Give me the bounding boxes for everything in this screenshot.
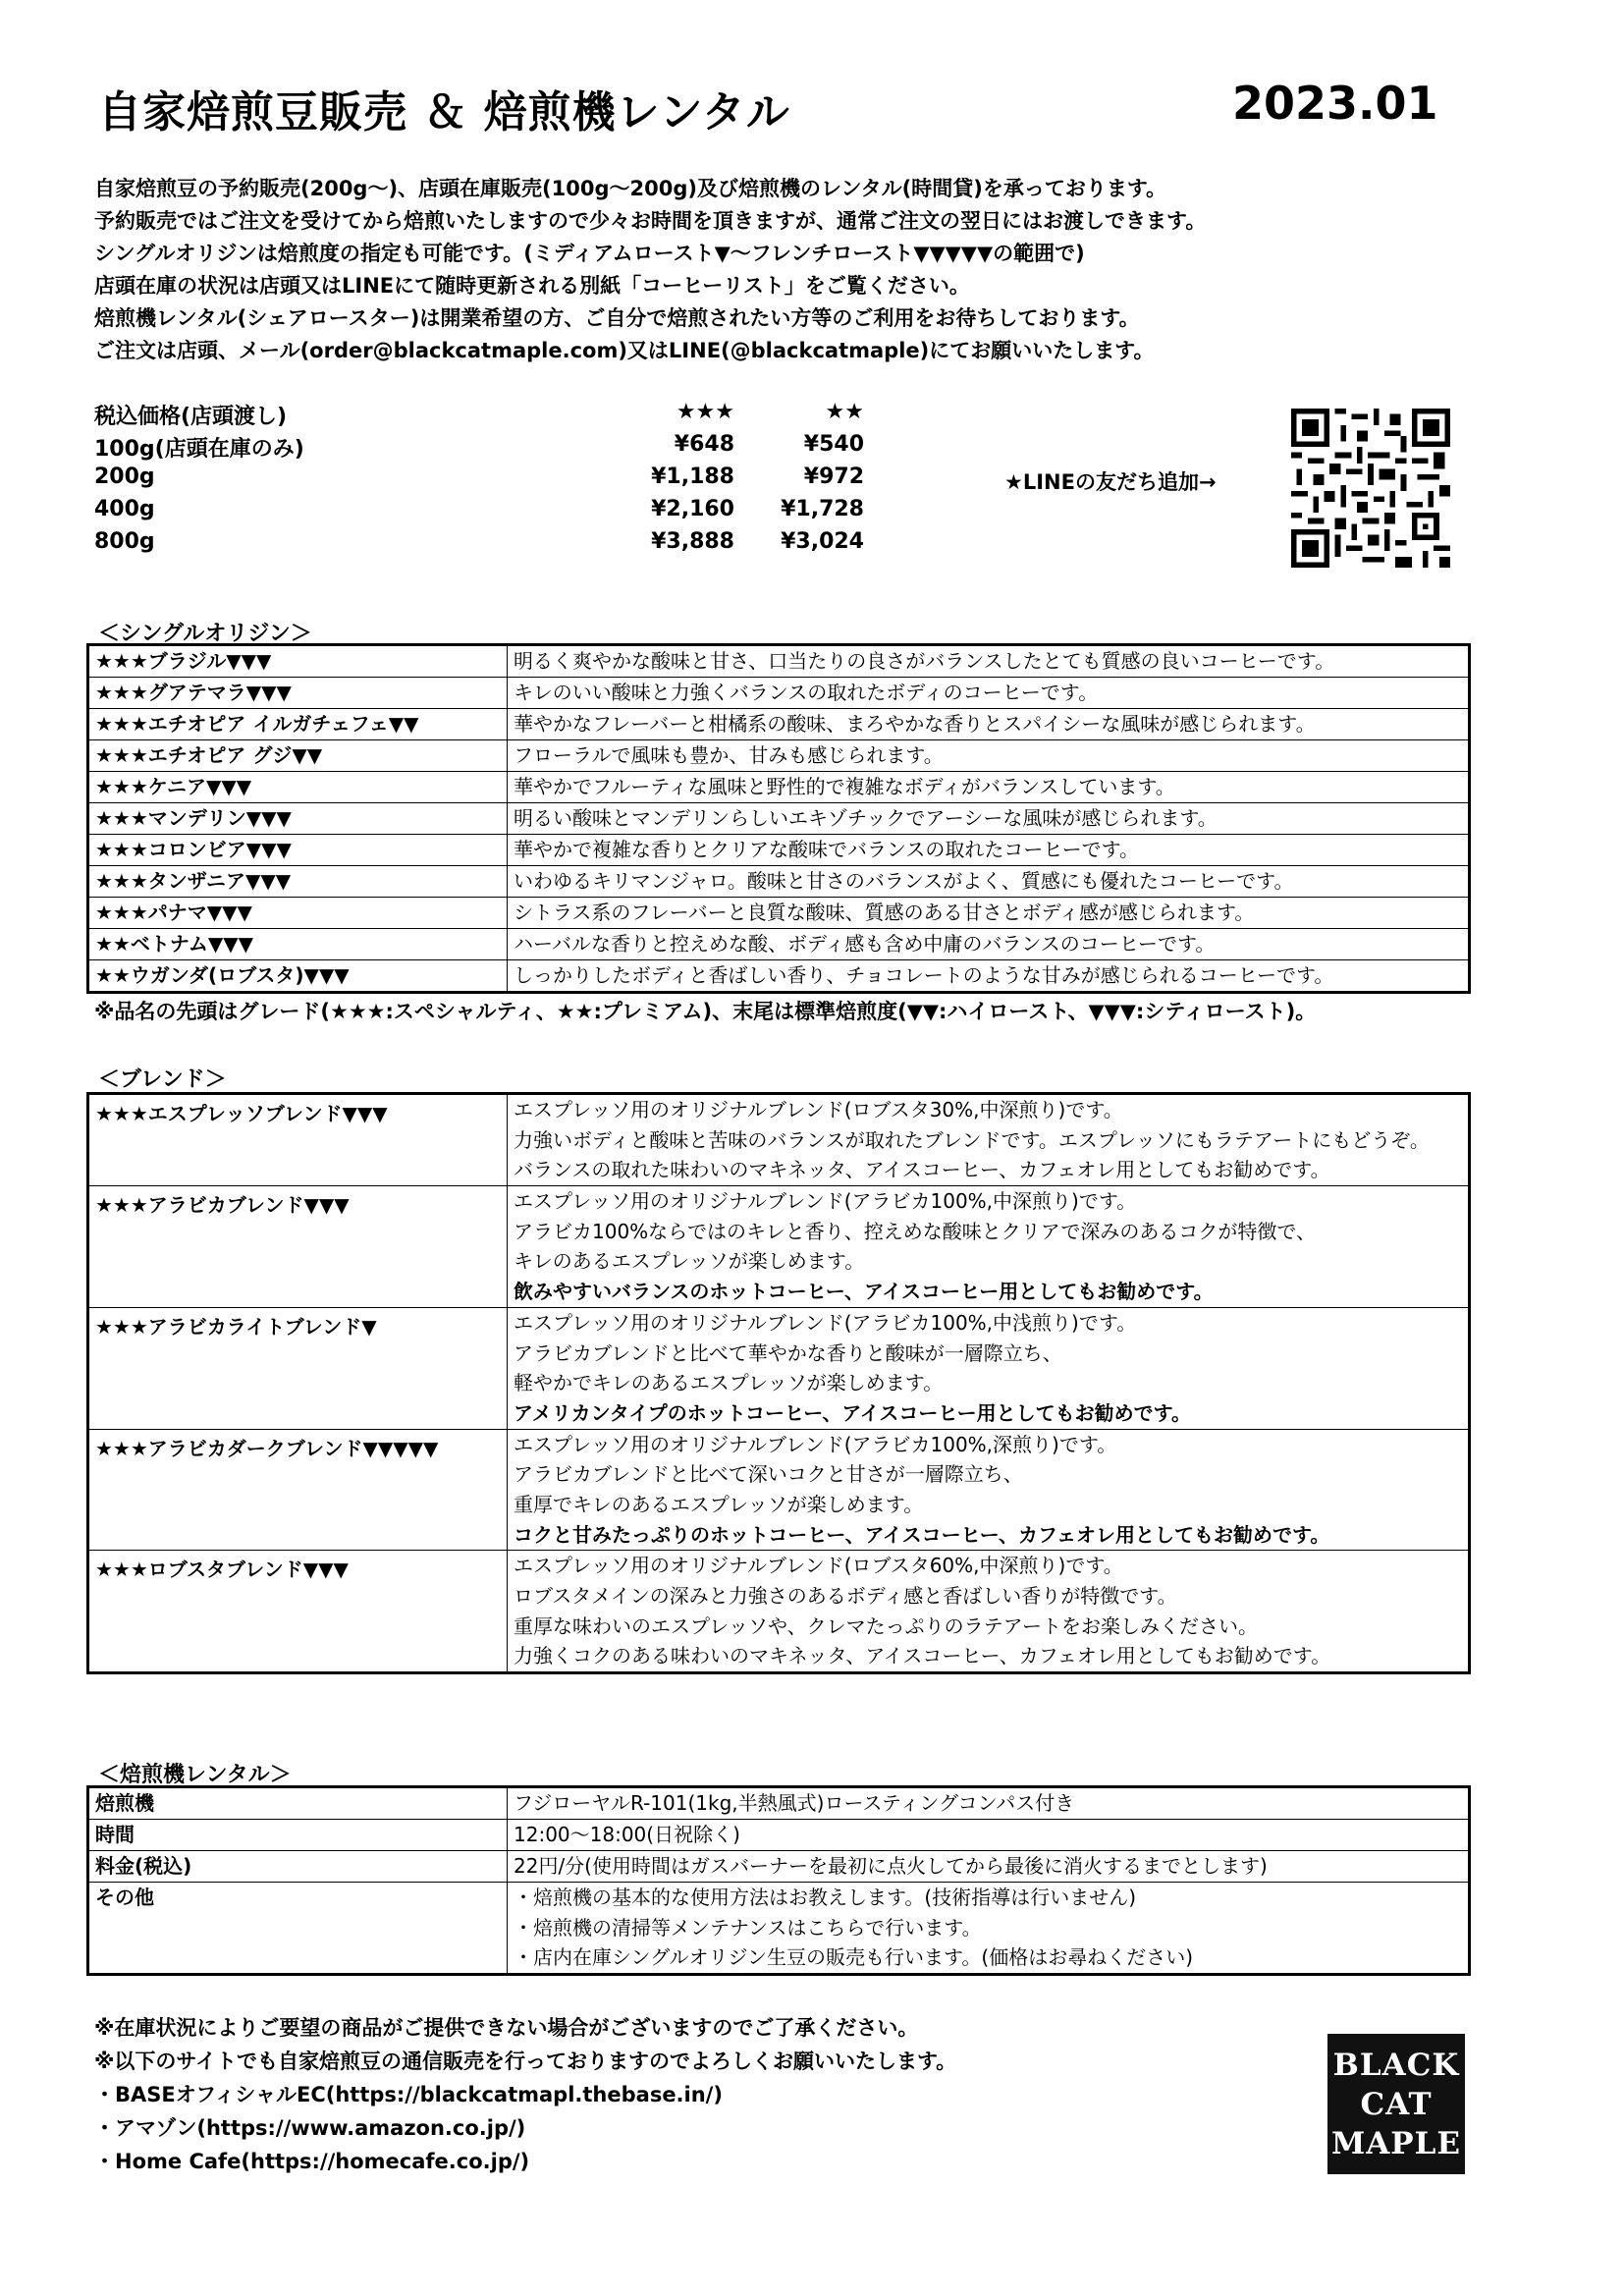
blend-name: ★★★エスプレッソブレンド▼▼▼ <box>88 1094 508 1186</box>
bean-name: ★★★パナマ▼▼▼ <box>88 898 508 929</box>
blend-desc-line: 力強いボディと酸味と苦味のバランスが取れたブレンドです。エスプレッソにもラテアートにもどうぞ。 <box>514 1127 1430 1152</box>
bean-name: ★★★エチオピア イルガチェフェ▼▼ <box>88 709 508 740</box>
table-row <box>88 929 1470 960</box>
rental-value: フジローヤルR-101(1kg,半熱風式)ロースティングコンパス付き <box>508 1787 1470 1820</box>
intro-text <box>94 173 1489 367</box>
line-add-friend-link[interactable]: ★LINEの友だち追加→ <box>1004 470 1217 494</box>
bean-description: 明るい酸味とマンデリンらしいエキゾチックでアーシーな風味が感じられます。 <box>508 803 1470 835</box>
table-row <box>88 1551 1470 1673</box>
rental-value <box>508 1883 1470 1975</box>
rental-table <box>86 1785 1471 1976</box>
blend-description <box>508 1094 1470 1186</box>
rental-value: 12:00～18:00(日祝除く) <box>508 1820 1470 1851</box>
intro-line: 自家焙煎豆の予約販売(200g～)、店頭在庫販売(100g～200g)及び焙煎機のレンタル(時間貸)を承っております。 <box>94 177 1167 200</box>
footer-link-amazon[interactable]: ・アマゾン(https://www.amazon.co.jp/) <box>94 2116 526 2140</box>
table-row <box>88 1094 1470 1186</box>
price-header-label: 税込価格(店頭渡し) <box>94 405 288 429</box>
logo-line: MAPLE <box>1330 2126 1462 2161</box>
rental-label: 時間 <box>88 1820 508 1851</box>
blend-desc-line: エスプレッソ用のオリジナルブレンド(アラビカ100%,中深煎り)です。 <box>514 1189 1137 1214</box>
rental-value: 22円/分(使用時間はガスバーナーを最初に点火してから最後に消火するまでとします) <box>508 1851 1470 1883</box>
footer-link-homecafe[interactable]: ・Home Cafe(https://homecafe.co.jp/) <box>94 2150 530 2173</box>
table-row <box>88 1820 1470 1851</box>
price-weight: 800g <box>94 529 155 554</box>
logo-line: CAT <box>1360 2087 1433 2122</box>
table-row <box>88 1186 1470 1308</box>
blend-desc-line: アラビカ100%ならではのキレと香り、控えめな酸味とクリアで深みのあるコクが特徴で、 <box>514 1219 1316 1243</box>
price-row <box>94 497 864 529</box>
blend-recommendation: 飲みやすいバランスのホットコーヒー、アイスコーヒー用としてもお勧めです。 <box>514 1280 1214 1304</box>
blend-description <box>508 1429 1470 1551</box>
bean-description: いわゆるキリマンジャロ。酸味と甘さのバランスがよく、質感にも優れたコーヒーです。 <box>508 866 1470 898</box>
table-row <box>88 803 1470 835</box>
bean-description: ハーバルな香りと控えめな酸、ボディ感も含め中庸のバランスのコーヒーです。 <box>508 929 1470 960</box>
table-row <box>88 678 1470 709</box>
rental-label: 料金(税込) <box>88 1851 508 1883</box>
rental-value-line: ・焙煎機の基本的な使用方法はお教えします。(技術指導は行いません) <box>514 1886 1137 1909</box>
table-row <box>88 1883 1470 1975</box>
single-origin-table <box>86 643 1471 994</box>
price-weight: 100g(店頭在庫のみ) <box>94 437 304 462</box>
blend-desc-line: エスプレッソ用のオリジナルブレンド(ロブスタ30%,中深煎り)です。 <box>514 1098 1123 1121</box>
bean-description: シトラス系のフレーバーと良質な酸味、質感のある甘さとボディ感が感じられます。 <box>508 898 1470 929</box>
rental-label: 焙煎機 <box>88 1787 508 1820</box>
intro-line: シングルオリジンは焙煎度の指定も可能です。(ミディアムロースト▼～フレンチロースト▼▼▼▼▼の範囲で) <box>94 242 1085 265</box>
price-grade3: ¥648 <box>674 432 734 457</box>
price-grade2: ¥972 <box>803 465 864 489</box>
price-row <box>94 529 864 562</box>
table-row <box>88 740 1470 772</box>
price-grade2: ¥3,024 <box>781 529 864 554</box>
price-header-row <box>94 400 864 432</box>
table-row <box>88 709 1470 740</box>
blend-table <box>86 1092 1471 1674</box>
blend-description <box>508 1186 1470 1308</box>
price-grade2: ¥1,728 <box>781 497 864 521</box>
bean-name: ★★★ケニア▼▼▼ <box>88 772 508 803</box>
table-row <box>88 772 1470 803</box>
footer-link-base[interactable]: ・BASEオフィシャルEC(https://blackcatmapl.thebase.in/) <box>94 2083 723 2106</box>
table-row <box>88 1429 1470 1551</box>
bean-description: 華やかで複雑な香りとクリアな酸味でバランスの取れたコーヒーです。 <box>508 835 1470 866</box>
table-row <box>88 960 1470 993</box>
bean-description: しっかりしたボディと香ばしい香り、チョコレートのような甘みが感じられるコーヒーです。 <box>508 960 1470 993</box>
blend-desc-line: 重厚でキレのあるエスプレッソが楽しめます。 <box>514 1492 924 1516</box>
footer-line: ※以下のサイトでも自家焙煎豆の通信販売を行っておりますのでよろしくお願いいたします。 <box>94 2050 957 2073</box>
blend-desc-line: 力強くコクのある味わいのマキネッタ、アイスコーヒー、カフェオレ用としてもお勧めです。 <box>514 1644 1331 1668</box>
bean-name: ★★★コロンビア▼▼▼ <box>88 835 508 866</box>
intro-line: 店頭在庫の状況は店頭又はLINEにて随時更新される別紙「コーヒーリスト」をご覧ください。 <box>94 274 970 298</box>
table-row <box>88 898 1470 929</box>
qr-code-icon[interactable] <box>1291 409 1450 568</box>
footer-notes <box>94 2011 956 2178</box>
blend-desc-line: バランスの取れた味わいのマキネッタ、アイスコーヒー、カフェオレ用としてもお勧めです。 <box>514 1158 1330 1182</box>
bean-name: ★★★エチオピア グジ▼▼ <box>88 740 508 772</box>
bean-name: ★★ベトナム▼▼▼ <box>88 929 508 960</box>
blend-desc-line: エスプレッソ用のオリジナルブレンド(アラビカ100%,中浅煎り)です。 <box>514 1310 1137 1335</box>
intro-line: 焙煎機レンタル(シェアロースター)は開業希望の方、ご自分で焙煎されたい方等のご利用をお待ちしております。 <box>94 306 1140 330</box>
bean-description: 華やかでフルーティな風味と野性的で複雑なボディがバランスしています。 <box>508 772 1470 803</box>
price-grade3: ¥1,188 <box>651 465 734 489</box>
table-row <box>88 835 1470 866</box>
blend-desc-line: アラビカブレンドと比べて華やかな香りと酸味が一層際立ち、 <box>514 1340 1062 1365</box>
price-grade3: ¥3,888 <box>651 529 734 554</box>
table-row <box>88 1787 1470 1820</box>
blend-desc-line: 軽やかでキレのあるエスプレッソが楽しめます。 <box>514 1371 944 1395</box>
section-title-blend: ＜ブレンド＞ <box>98 1067 227 1092</box>
price-row <box>94 432 864 465</box>
bean-name: ★★★マンデリン▼▼▼ <box>88 803 508 835</box>
price-grade2: ¥540 <box>803 432 864 457</box>
bean-name: ★★★ブラジル▼▼▼ <box>88 645 508 678</box>
bean-description: 明るく爽やかな酸味と甘さ、口当たりの良さがバランスしたとても質感の良いコーヒーです。 <box>508 645 1470 678</box>
section-title-rental: ＜焙煎機レンタル＞ <box>98 1763 292 1787</box>
bean-description: 華やかなフレーバーと柑橘系の酸味、まろやかな香りとスパイシーな風味が感じられます。 <box>508 709 1470 740</box>
issue-date: 2023.01 <box>1232 77 1438 130</box>
table-row <box>88 1851 1470 1883</box>
page-title: 自家焙煎豆販売 ＆ 焙煎機レンタル <box>98 87 790 137</box>
blend-name: ★★★アラビカダークブレンド▼▼▼▼▼ <box>88 1429 508 1551</box>
blend-name: ★★★ロブスタブレンド▼▼▼ <box>88 1551 508 1673</box>
blend-description <box>508 1307 1470 1429</box>
rental-label: その他 <box>88 1883 508 1975</box>
price-header-grade2: ★★ <box>825 400 864 424</box>
price-table <box>94 400 864 562</box>
price-header-grade3: ★★★ <box>676 400 734 424</box>
table-row <box>88 866 1470 898</box>
intro-line: ご注文は店頭、メール(order@blackcatmaple.com)又はLINE(@blackcatmaple)にてお願いいたします。 <box>94 339 1155 362</box>
table-row <box>88 1307 1470 1429</box>
blend-description <box>508 1551 1470 1673</box>
section-title-single-origin: ＜シングルオリジン＞ <box>98 622 312 646</box>
blend-name: ★★★アラビカブレンド▼▼▼ <box>88 1186 508 1308</box>
blend-recommendation: アメリカンタイプのホットコーヒー、アイスコーヒー用としてもお勧めです。 <box>514 1400 1191 1425</box>
blend-desc-line: ロブスタメインの深みと力強さのあるボディ感と香ばしい香りが特徴です。 <box>514 1584 1177 1608</box>
table-row <box>88 645 1470 678</box>
blend-desc-line: アラビカブレンドと比べて深いコクと甘さが一層際立ち、 <box>514 1462 1023 1487</box>
price-row <box>94 465 864 497</box>
blend-desc-line: エスプレッソ用のオリジナルブレンド(ロブスタ60%,中深煎り)です。 <box>514 1554 1123 1578</box>
price-grade3: ¥2,160 <box>651 497 734 521</box>
price-weight: 400g <box>94 497 155 521</box>
footer-line: ※在庫状況によりご要望の商品がご提供できない場合がございますのでご了承ください。 <box>94 2016 919 2040</box>
blend-desc-line: キレのあるエスプレッソが楽しめます。 <box>514 1249 865 1274</box>
rental-value-line: ・店内在庫シングルオリジン生豆の販売も行います。(価格はお尋ねください) <box>514 1945 1194 1969</box>
logo-line: BLACK <box>1332 2048 1460 2083</box>
bean-description: フローラルで風味も豊か、甘みも感じられます。 <box>508 740 1470 772</box>
black-cat-maple-logo <box>1327 2034 1465 2174</box>
bean-description: キレのいい酸味と力強くバランスの取れたボディのコーヒーです。 <box>508 678 1470 709</box>
bean-name: ★★★グアテマラ▼▼▼ <box>88 678 508 709</box>
blend-desc-line: 重厚な味わいのエスプレッソや、クレマたっぷりのラテアートをお楽しみください。 <box>514 1613 1258 1638</box>
price-weight: 200g <box>94 465 155 489</box>
rental-value-line: ・焙煎機の清掃等メンテナンスはこちらで行います。 <box>514 1915 982 1940</box>
blend-desc-line: エスプレッソ用のオリジナルブレンド(アラビカ100%,深煎り)です。 <box>514 1432 1117 1456</box>
bean-name: ★★ウガンダ(ロブスタ)▼▼▼ <box>88 960 508 993</box>
grade-note: ※品名の先頭はグレード(★★★:スペシャルティ、★★:プレミアム)、末尾は標準焙煎度(▼▼:ハイロースト、▼▼▼:シティロースト)。 <box>94 1000 1317 1023</box>
intro-line: 予約販売ではご注文を受けてから焙煎いたしますので少々お時間を頂きますが、通常ご注文の翌日にはお渡しできます。 <box>94 209 1207 233</box>
blend-recommendation: コクと甘みたっぷりのホットコーヒー、アイスコーヒー、カフェオレ用としてもお勧めです。 <box>514 1522 1330 1547</box>
blend-name: ★★★アラビカライトブレンド▼ <box>88 1307 508 1429</box>
bean-name: ★★★タンザニア▼▼▼ <box>88 866 508 898</box>
